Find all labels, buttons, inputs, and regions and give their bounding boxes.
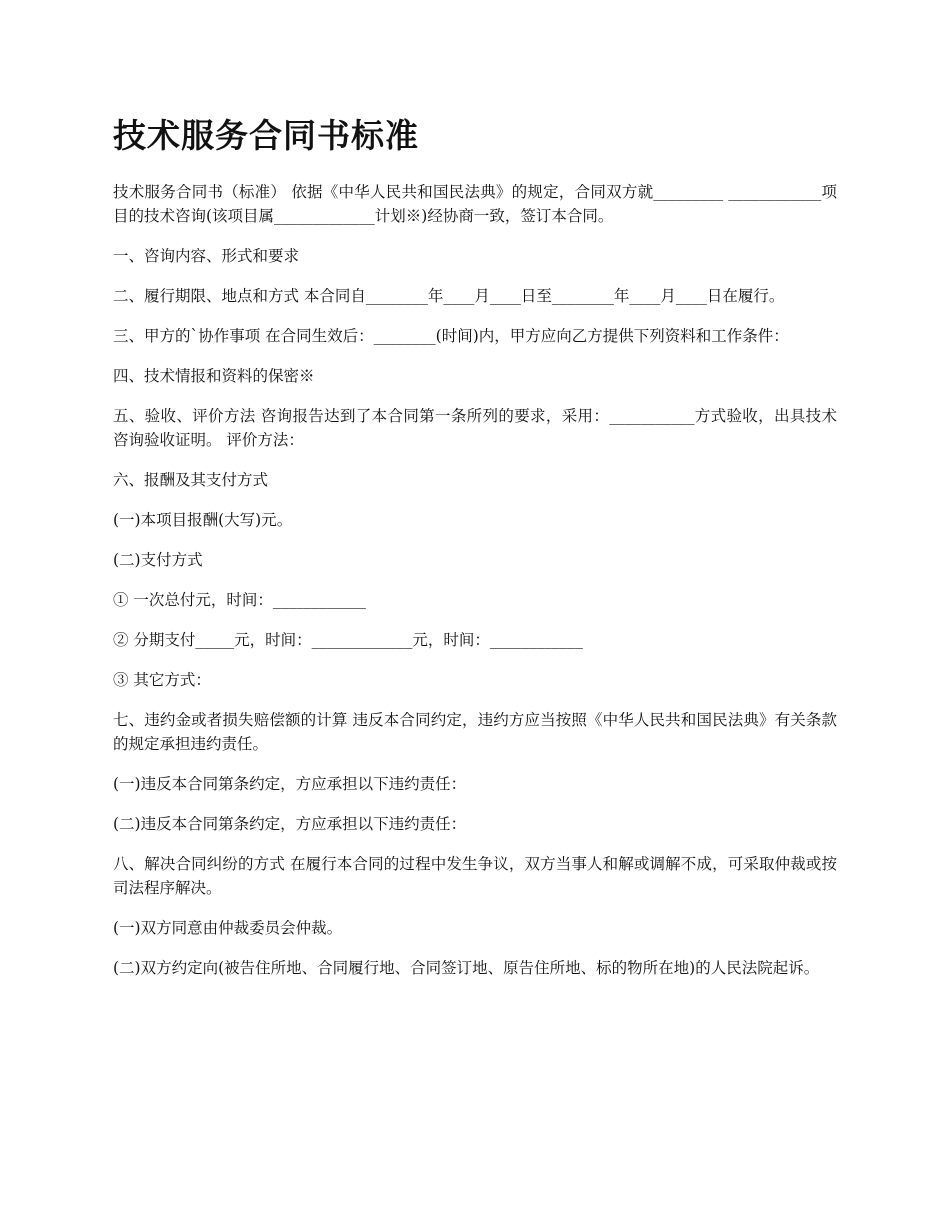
payment-option-2: ② 分期支付_____元，时间：_____________元，时间：____________ [113,631,583,649]
section-8-item-2: (二)双方约定向(被告住所地、合同履行地、合同签订地、原告住所地、标的物所在地)的人民法院起诉。 [113,959,820,977]
section-8-paragraph: 八、解决合同纠纷的方式 在履行本合同的过程中发生争议，双方当事人和解或调解不成，可采取仲裁或按司法程序解决。 [113,855,837,897]
section-5-paragraph: 五、验收、评价方法 咨询报告达到了本合同第一条所列的要求，采用：___________方式验收，出具技术咨询验收证明。 评价方法： [113,407,837,449]
section-1-heading: 一、咨询内容、形式和要求 [113,247,300,265]
payment-option-3: ③ 其它方式： [113,671,211,689]
section-6-item-2: (二)支付方式 [113,551,203,569]
section-6-heading: 六、报酬及其支付方式 [113,471,269,489]
intro-paragraph: 技术服务合同书（标准） 依据《中华人民共和国民法典》的规定，合同双方就_________ ____________项目的技术咨询(该项目属_____________计划※)经协商一致，签订本合同。 [113,183,837,225]
section-2-paragraph: 二、履行期限、地点和方式 本合同自________年____月____日至________年____月____日在履行。 [113,287,785,305]
section-8-item-1: (一)双方同意由仲裁委员会仲裁。 [113,919,343,937]
section-4-heading: 四、技术情报和资料的保密※ [113,367,315,385]
section-7-item-1: (一)违反本合同第条约定，方应承担以下违约责任： [113,775,467,793]
section-7-paragraph: 七、违约金或者损失赔偿额的计算 违反本合同约定，违约方应当按照《中华人民共和国民法典》有关条款的规定承担违约责任。 [113,711,837,753]
document-page [113,112,837,996]
section-6-item-1: (一)本项目报酬(大写)元。 [113,511,293,529]
section-3-paragraph: 三、甲方的`协作事项 在合同生效后：________(时间)内，甲方应向乙方提供下列资料和工作条件： [113,327,789,345]
section-7-item-2: (二)违反本合同第条约定，方应承担以下违约责任： [113,815,467,833]
payment-option-1: ① 一次总付元，时间：____________ [113,591,366,609]
document-title: 技术服务合同书标准 [113,116,419,155]
